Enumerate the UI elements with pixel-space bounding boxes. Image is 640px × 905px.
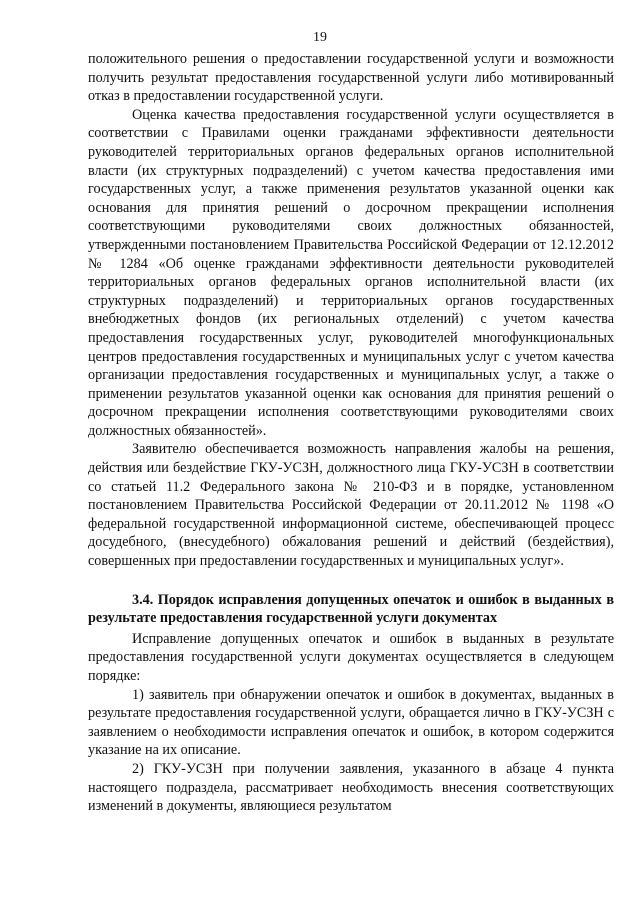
paragraph-step-1: 1) заявитель при обнаружении опечаток и ошибок в документах, выданных в результате предоставления государственной услуги, обращается лично в ГКУ-УСЗН с заявлением о необходимости исправления опечаток и ошибок, в котором содержится указание на их описание.: [88, 686, 614, 759]
document-body: [88, 50, 614, 816]
paragraph-correction-order: Исправление допущенных опечаток и ошибок в выданных в результате предоставления государственной услуги документах осуществляется в следующем порядке:: [88, 630, 614, 684]
paragraph-quality-assessment: Оценка качества предоставления государственной услуги осуществляется в соответствии с Правилами оценки гражданами эффективности деятельности руководителей территориальных органов федеральных органов исполнительной власти (их структурных подразделений) с учетом качества предоставления ими государственных услуг, а также применения результатов указанной оценки как основания для принятия решений о досрочном прекращении исполнения соответствующими руководителями своих должностных обязанностей, утвержденными постановлением Правительства Российской Федерации от 12.12.2012 № 1284 «Об оценке гражданами эффективности деятельности руководителей территориальных органов федеральных органов исполнительной власти (их структурных подразделений) и территориальных органов государственных внебюджетных фондов (их региональных отделений) с учетом качества предоставления государственных услуг, руководителей многофункциональных центров предоставления государственных и муниципальных услуг с учетом качества организации предоставления государственных и муниципальных услуг, а также о применении результатов указанной оценки как основания для принятия решений о досрочном прекращении исполнения соответствующими руководителями своих должностных обязанностей».: [88, 106, 614, 439]
section-heading: 3.4. Порядок исправления допущенных опечаток и ошибок в выданных в результате предоставления государственной услуги документах: [88, 591, 614, 627]
page-number: 19: [313, 30, 327, 45]
paragraph-complaint: Заявителю обеспечивается возможность направления жалобы на решения, действия или бездействие ГКУ-УСЗН, должностного лица ГКУ-УСЗН в соответствии со статьей 11.2 Федерального закона № 210-ФЗ и в порядке, установленном постановлением Правительства Российской Федерации от 20.11.2012 № 1198 «О федеральной государственной информационной системе, обеспечивающей процесс досудебного, (внесудебного) обжалования решений и действий (бездействия), совершенных при предоставлении государственных и муниципальных услуг».: [88, 441, 614, 570]
paragraph-step-2: 2) ГКУ-УСЗН при получении заявления, указанного в абзаце 4 пункта настоящего подраздела, рассматривает необходимость внесения соответствующих изменений в документы, являющиеся результатом: [88, 760, 614, 815]
paragraph-continuation: положительного решения о предоставлении государственной услуги и возможности получить результат предоставления государственной услуги либо мотивированный отказ в предоставлении государственной услуги.: [88, 51, 614, 105]
